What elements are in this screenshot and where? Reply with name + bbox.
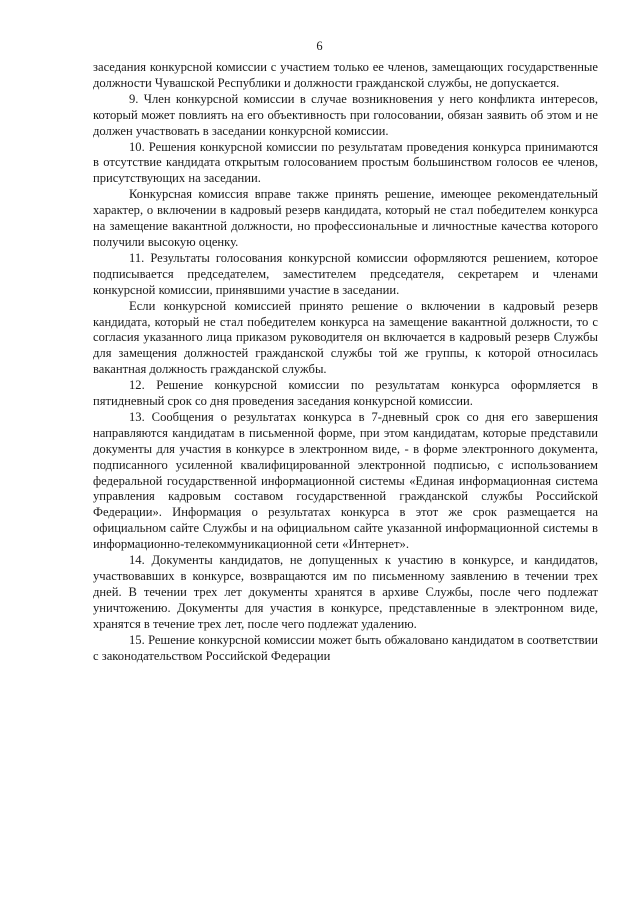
paragraph-item-10-reserve: Конкурсная комиссия вправе также принять решение, имеющее рекомендательный характер, о включении в кадровый резерв кандидата, который не стал победителем конкурса на замещение вакантной должности, но профессиональные и личностные качества которого получили высокую оценку. <box>93 187 598 249</box>
paragraph-item-11-reserve: Если конкурсной комиссией принято решение о включении в кадровый резерв кандидата, который не стал победителем конкурса на замещение вакантной должности, то с согласия указанного лица приказом руководителя он включается в кадровый резерв Службы для замещения должностей гражданской службы той же группы, к которой относилась вакантная должность гражданской службы. <box>93 298 598 377</box>
paragraph-item-13: 13. Сообщения о результатах конкурса в 7-дневный срок со дня его завершения направляются кандидатам в письменной форме, при этом кандидатам, которые представили документы для участия в конкурсе в электронном виде, - в форме электронного документа, подписанного усиленной квалифицированной электронной подписью, с использованием федеральной государственной информационной системы «Единая информационная система управления кадровым составом государственной гражданской службы Российской Федерации». Информация о результатах конкурса в этот же срок размещается на официальном сайте Службы и на официальном сайте указанной информационной системы в информационно-телекоммуникационной сети «Интернет». <box>93 409 598 552</box>
paragraph-item-14: 14. Документы кандидатов, не допущенных к участию в конкурсе, и кандидатов, участвовавших в конкурсе, возвращаются им по письменному заявлению в течении трех дней. В течении трех лет документы хранятся в архиве Службы, после чего подлежат уничтожению. Документы для участия в конкурсе, представленные в электронном виде, хранятся в течение трех лет, после чего подлежат удалению. <box>93 553 598 631</box>
page-number: 6 <box>316 39 323 53</box>
paragraph-item-9: 9. Член конкурсной комиссии в случае возникновения у него конфликта интересов, который может повлиять на его объективность при голосовании, обязан заявить об этом и не должен участвовать в заседании конкурсной комиссии. <box>93 91 598 138</box>
document-body <box>93 60 598 664</box>
paragraph-item-11: 11. Результаты голосования конкурсной комиссии оформляются решением, которое подписывается председателем, заместителем председателя, секретарем и членами конкурсной комиссии, принявшими участие в заседании. <box>93 250 598 297</box>
paragraph-item-10: 10. Решения конкурсной комиссии по результатам проведения конкурса принимаются в отсутствие кандидата открытым голосованием простым большинством голосов ее членов, присутствующих на заседании. <box>93 139 598 186</box>
paragraph-item-12: 12. Решение конкурсной комиссии по результатам конкурса оформляется в пятидневный срок со дня проведения заседания конкурсной комиссии. <box>93 378 598 409</box>
paragraph-item-15: 15. Решение конкурсной комиссии может быть обжаловано кандидатом в соответствии с законодательством Российской Федерации <box>93 632 598 663</box>
paragraph-continuation: заседания конкурсной комиссии с участием только ее членов, замещающих государственные должности Чувашской Республики и должности гражданской службы, не допускается. <box>93 60 598 90</box>
